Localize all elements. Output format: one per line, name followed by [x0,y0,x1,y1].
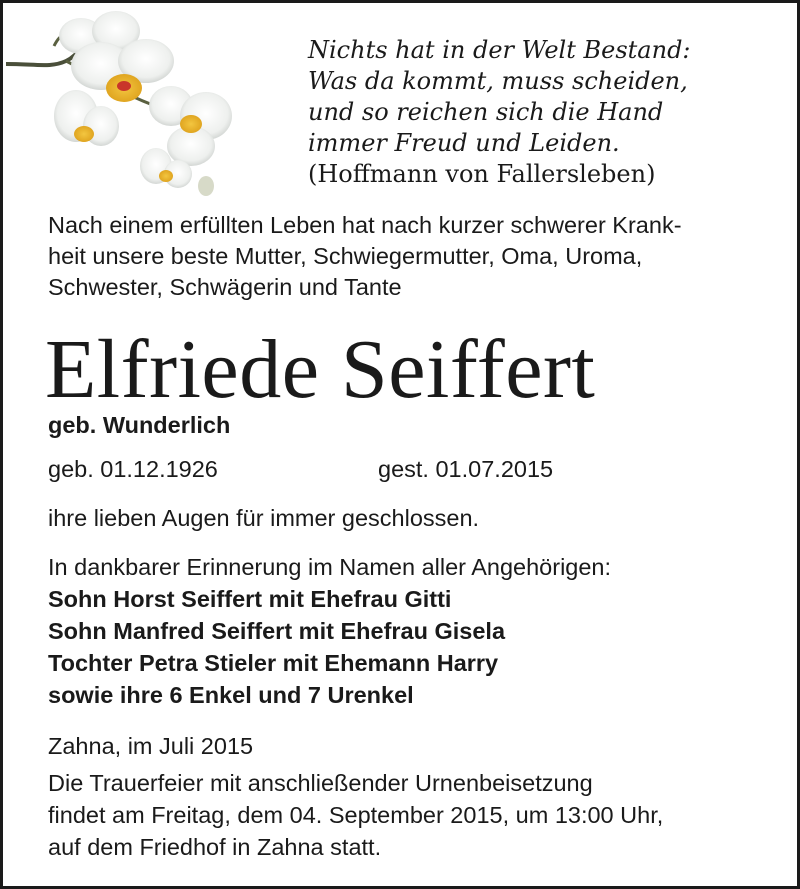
funeral-line: auf dem Friedhof in Zahna statt. [48,834,382,860]
maiden-name: geb. Wunderlich [48,412,231,438]
family-member: sowie ihre 6 Enkel und 7 Urenkel [48,682,414,708]
poem-line: Nichts hat in der Welt Bestand: [308,36,691,64]
poem-line: und so reichen sich die Hand [308,98,664,126]
closing-text: ihre lieben Augen für immer geschlossen. [48,505,480,531]
orchid-flower-icon [6,6,296,201]
family-member: Sohn Manfred Seiffert mit Ehefrau Gisela [48,618,506,644]
family-member: Sohn Horst Seiffert mit Ehefrau Gitti [48,586,452,612]
intro-line: heit unsere beste Mutter, Schwiegermutter, Oma, Uroma, [48,243,643,269]
funeral-line: Die Trauerfeier mit anschließender Urnenbeisetzung [48,770,593,796]
poem-line: Was da kommt, muss scheiden, [308,67,688,95]
death-date: gest. 01.07.2015 [378,456,554,482]
poem [308,35,788,190]
memory-line: In dankbarer Erinnerung im Namen aller Angehörigen: [48,554,612,580]
funeral-line: findet am Freitag, dem 04. September 2015, um 13:00 Uhr, [48,802,664,828]
family-member: Tochter Petra Stieler mit Ehemann Harry [48,650,499,676]
poem-author: (Hoffmann von Fallersleben) [308,160,656,188]
intro-line: Schwester, Schwägerin und Tante [48,274,402,300]
place-date: Zahna, im Juli 2015 [48,733,254,759]
intro-line: Nach einem erfüllten Leben hat nach kurzer schwerer Krank- [48,212,682,238]
funeral-info [48,767,663,863]
poem-line: immer Freud und Leiden. [308,129,620,157]
deceased-name: Elfriede Seiffert [45,323,596,416]
intro-text [48,210,682,303]
birth-date: geb. 01.12.1926 [48,456,218,482]
family-list [48,583,505,711]
